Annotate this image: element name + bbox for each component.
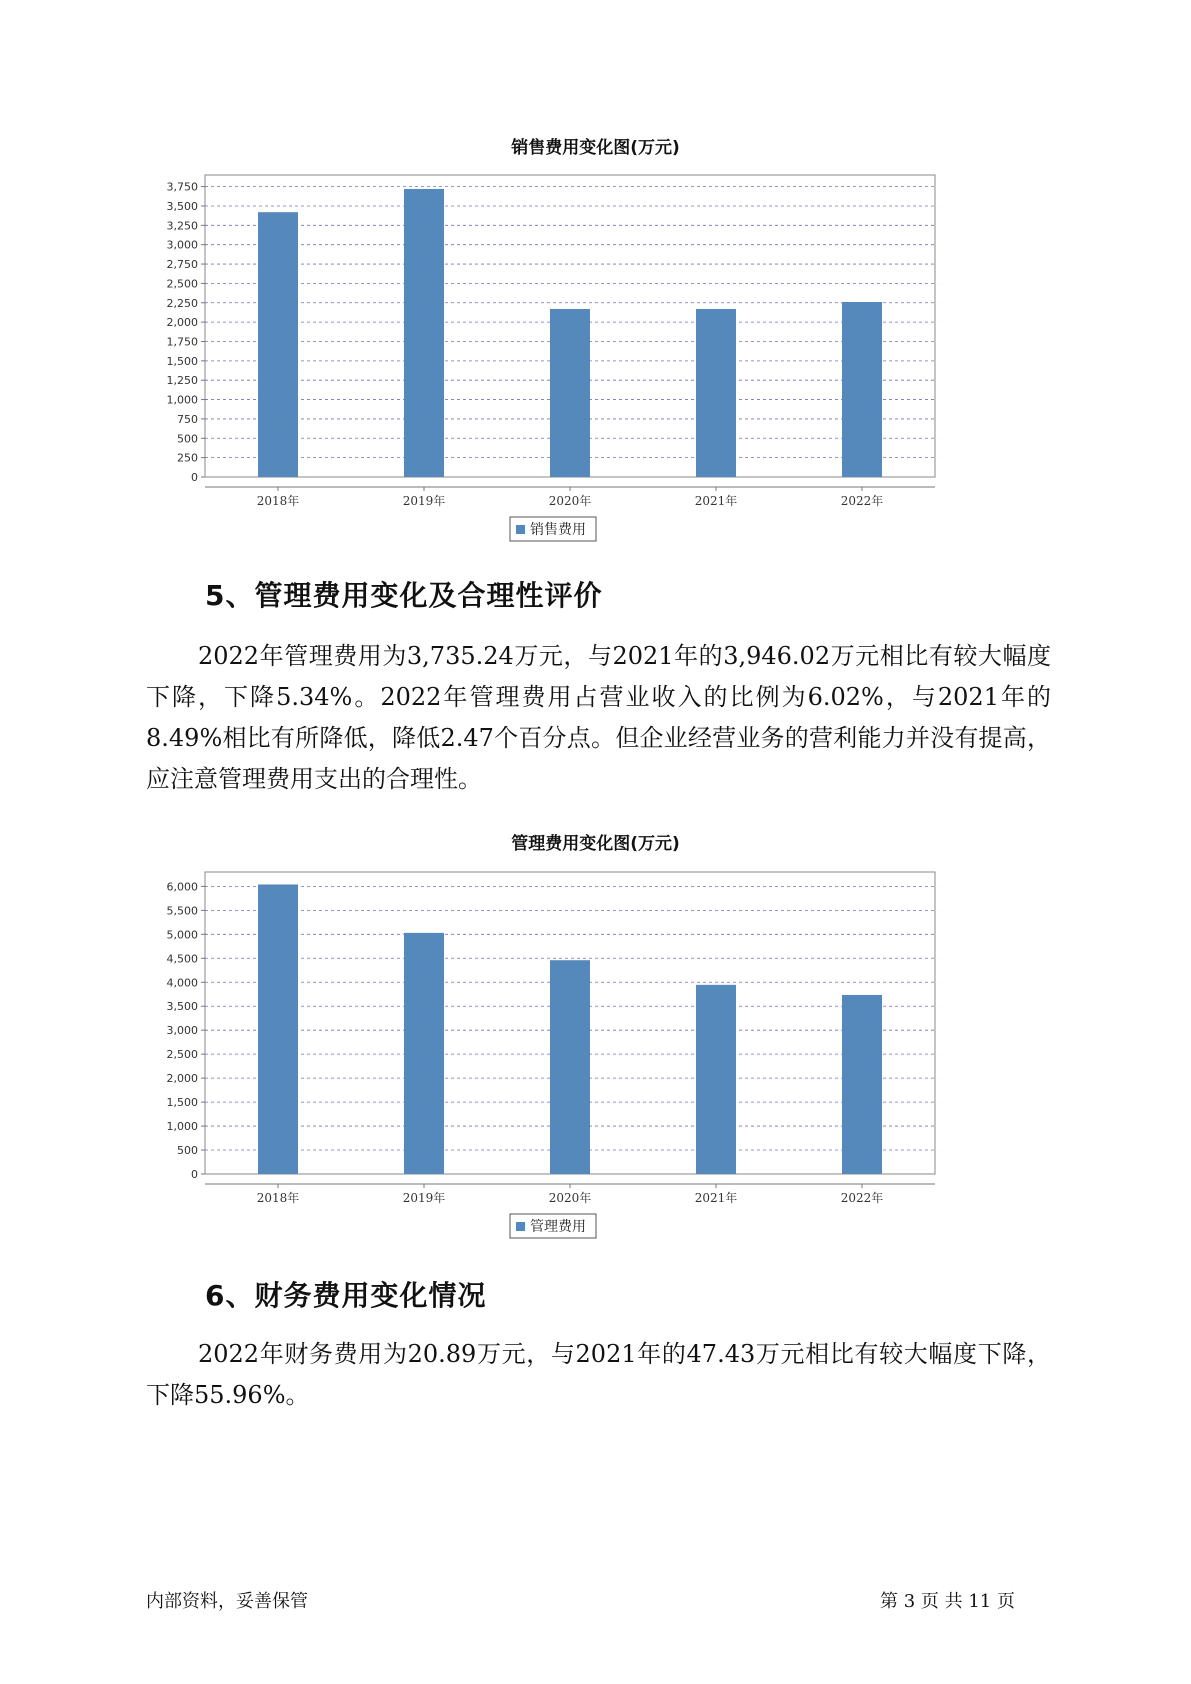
- x-tick-label: 2020年: [548, 494, 592, 508]
- y-tick-label: 3,750: [166, 180, 198, 194]
- bar: [550, 309, 590, 477]
- legend-label: 销售费用: [530, 522, 586, 538]
- x-tick-label: 2022年: [840, 494, 884, 508]
- y-tick-label: 1,750: [166, 335, 198, 349]
- x-tick-label: 2021年: [694, 494, 738, 508]
- bar: [696, 309, 736, 477]
- y-tick-label: 4,500: [166, 952, 198, 966]
- y-tick-label: 3,000: [166, 1024, 198, 1038]
- y-tick-label: 5,000: [166, 928, 198, 942]
- y-tick-label: 500: [177, 1144, 198, 1158]
- y-tick-label: 2,000: [166, 316, 198, 330]
- y-tick-label: 750: [177, 412, 198, 426]
- y-tick-label: 2,500: [166, 1048, 198, 1062]
- y-tick-label: 0: [191, 1168, 198, 1181]
- y-tick-label: 1,500: [166, 1096, 198, 1110]
- y-tick-label: 1,500: [166, 354, 198, 368]
- y-tick-label: 0: [191, 471, 198, 484]
- y-tick-label: 1,000: [166, 1120, 198, 1134]
- bar: [842, 995, 882, 1174]
- y-tick-label: 3,000: [166, 238, 198, 252]
- x-tick-label: 2018年: [256, 1191, 300, 1205]
- y-tick-label: 2,250: [166, 296, 198, 310]
- bar: [258, 212, 298, 477]
- x-tick-label: 2020年: [548, 1191, 592, 1205]
- bar: [404, 189, 444, 477]
- section5-text: 2022年管理费用为3,735.24万元，与2021年的3,946.02万元相比有较大幅度下降，下降5.34%。2022年管理费用占营业收入的比例为6.02%，与2021年的8.49%相比有所降低，降低2.47个百分点。但企业经营业务的营利能力并没有提高，应注意管理费用支出的合理性。: [146, 642, 1051, 793]
- y-tick-label: 1,250: [166, 374, 198, 388]
- section6-paragraph: [146, 1334, 1051, 1416]
- x-tick-label: 2021年: [694, 1191, 738, 1205]
- y-tick-label: 3,500: [166, 1000, 198, 1014]
- section5-paragraph: [146, 636, 1051, 800]
- bar: [842, 302, 882, 477]
- legend-swatch: [516, 1222, 525, 1231]
- y-tick-label: 3,250: [166, 219, 198, 233]
- y-tick-label: 5,500: [166, 904, 198, 918]
- x-tick-label: 2019年: [402, 1191, 446, 1205]
- y-tick-label: 1,000: [166, 393, 198, 407]
- y-tick-label: 2,750: [166, 258, 198, 272]
- legend-label: 管理费用: [530, 1219, 586, 1235]
- x-tick-label: 2022年: [840, 1191, 884, 1205]
- chart-title-admin: 管理费用变化图(万元): [511, 834, 680, 854]
- bar: [550, 960, 590, 1174]
- footer-page-number: 第 3 页 共 11 页: [880, 1591, 1015, 1612]
- x-tick-label: 2018年: [256, 494, 300, 508]
- y-tick-label: 3,500: [166, 199, 198, 213]
- y-tick-label: 2,000: [166, 1072, 198, 1086]
- section5-heading: 5、管理费用变化及合理性评价: [205, 579, 603, 612]
- bar: [258, 884, 298, 1174]
- admin-expense-bar-chart: [150, 862, 1020, 1247]
- footer-confidential: 内部资料，妥善保管: [146, 1591, 308, 1612]
- sales-expense-bar-chart: [150, 165, 1020, 550]
- y-tick-label: 500: [177, 432, 198, 446]
- legend-swatch: [516, 525, 525, 534]
- bar: [404, 933, 444, 1174]
- y-tick-label: 4,000: [166, 976, 198, 990]
- chart-title-sales: 销售费用变化图(万元): [511, 138, 680, 158]
- section6-heading: 6、财务费用变化情况: [205, 1279, 487, 1312]
- bar: [696, 985, 736, 1174]
- x-tick-label: 2019年: [402, 494, 446, 508]
- section6-text: 2022年财务费用为20.89万元，与2021年的47.43万元相比有较大幅度下降，下降55.96%。: [146, 1340, 1051, 1409]
- y-tick-label: 6,000: [166, 880, 198, 894]
- y-tick-label: 250: [177, 451, 198, 465]
- y-tick-label: 2,500: [166, 277, 198, 291]
